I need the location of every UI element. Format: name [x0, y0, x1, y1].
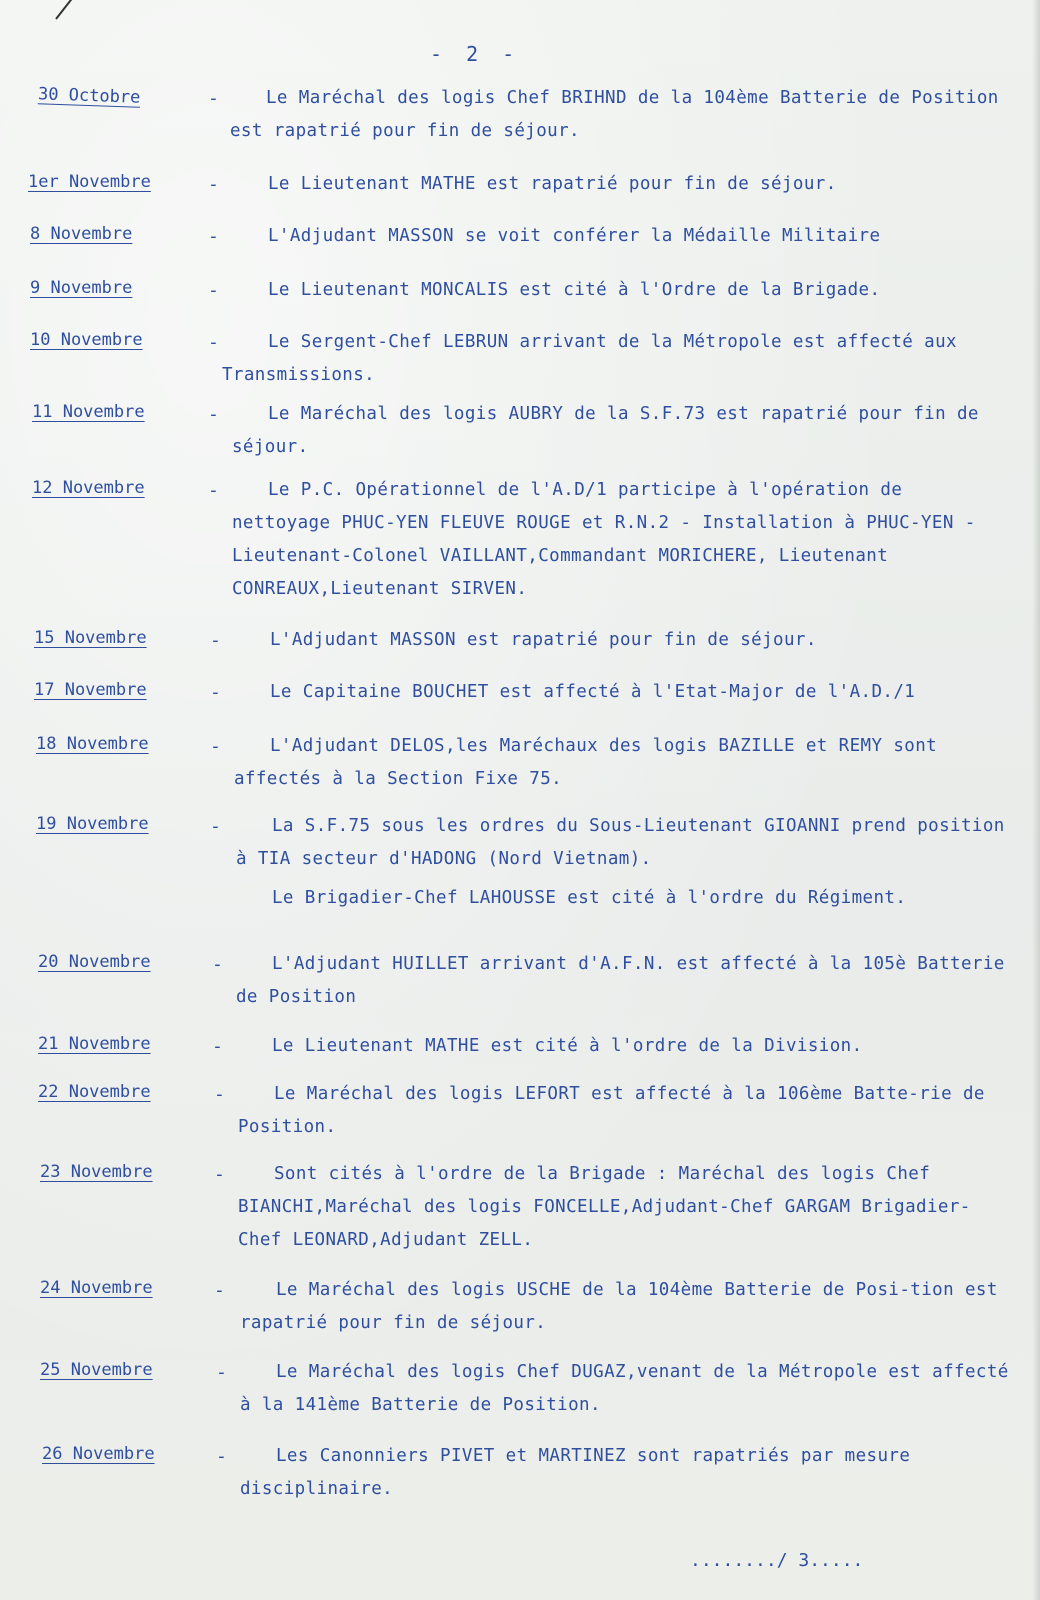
entry-dash: -: [208, 332, 219, 353]
page-number: - 2 -: [430, 42, 521, 66]
entry-dash: -: [208, 174, 219, 195]
entry-date: 24 Novembre: [40, 1278, 153, 1298]
entry-date: 15 Novembre: [34, 628, 147, 648]
entry-text: L'Adjudant DELOS,les Maréchaux des logis BAZILLE et REMY sont affectés à la Section Fixe 75.: [234, 736, 938, 789]
entry-text: Le Lieutenant MONCALIS est cité à l'Ordre de la Brigade.: [268, 280, 881, 300]
entry-date: 12 Novembre: [32, 478, 145, 498]
entry-text: L'Adjudant MASSON se voit conférer la Médaille Militaire: [268, 226, 881, 246]
entry-date: 25 Novembre: [40, 1360, 153, 1380]
entry-text-continued: Le Brigadier-Chef LAHOUSSE est cité à l'ordre du Régiment.: [272, 888, 907, 908]
entry-text: La S.F.75 sous les ordres du Sous-Lieutenant GIOANNI prend position à TIA secteur d'HADONG (Nord Vietnam).: [236, 816, 1005, 869]
entry-text: Le Maréchal des logis USCHE de la 104ème Batterie de Posi-tion est rapatrié pour fin de séjour.: [240, 1280, 998, 1333]
entry-text: Le Maréchal des logis Chef DUGAZ,venant de la Métropole est affecté à la 141ème Batterie de Position.: [240, 1362, 1009, 1415]
entry-dash: -: [210, 630, 221, 651]
entry-text: Le Capitaine BOUCHET est affecté à l'Etat-Major de l'A.D./1: [270, 682, 916, 702]
entry-dash: -: [210, 736, 221, 757]
entry-dash: -: [208, 226, 219, 247]
entry-dash: -: [210, 682, 221, 703]
entry-date: 22 Novembre: [38, 1082, 151, 1102]
pencil-mark: [55, 0, 78, 20]
entry-dash: -: [210, 816, 221, 837]
entry-dash: -: [208, 280, 219, 301]
entry-text: Le P.C. Opérationnel de l'A.D/1 participe à l'opération de nettoyage PHUC-YEN FLEUVE ROUGE et R.N.2 - Installation à PHUC-YEN - Lieutenant-Colonel VAILLANT,Commandant MORICHERE, Lieutenant CONREAUX,Lieutenant SIRVEN.: [232, 480, 976, 599]
entry-dash: -: [212, 954, 223, 975]
entry-date: 23 Novembre: [40, 1162, 153, 1182]
entry-text: Les Canonniers PIVET et MARTINEZ sont rapatriés par mesure disciplinaire.: [240, 1446, 911, 1499]
entry-text: Le Maréchal des logis AUBRY de la S.F.73 est rapatrié pour fin de séjour.: [232, 404, 979, 457]
entry-date: 17 Novembre: [34, 680, 147, 700]
entry-dash: -: [214, 1280, 225, 1301]
continuation-marker: ......../ 3.....: [690, 1550, 864, 1571]
entry-text: Sont cités à l'ordre de la Brigade : Maréchal des logis Chef BIANCHI,Maréchal des logis FONCELLE,Adjudant-Chef GARGAM Brigadier-Chef LEONARD,Adjudant ZELL.: [238, 1164, 971, 1250]
entry-date: 8 Novembre: [30, 224, 133, 244]
entry-text: L'Adjudant HUILLET arrivant d'A.F.N. est affecté à la 105è Batterie de Position: [236, 954, 1005, 1007]
entry-date: 19 Novembre: [36, 814, 149, 834]
entry-dash: -: [208, 88, 219, 109]
entry-text: Le Lieutenant MATHE est rapatrié pour fin de séjour.: [268, 174, 837, 194]
entry-text: Le Sergent-Chef LEBRUN arrivant de la Métropole est affecté aux Transmissions.: [222, 332, 957, 385]
entry-dash: -: [208, 404, 219, 425]
entry-dash: -: [212, 1036, 223, 1057]
entry-date: 20 Novembre: [38, 952, 151, 972]
entry-date: 1er Novembre: [28, 172, 151, 192]
entry-text: Le Maréchal des logis LEFORT est affecté à la 106ème Batte-rie de Position.: [238, 1084, 985, 1137]
entry-dash: -: [214, 1084, 225, 1105]
entry-date: 9 Novembre: [30, 278, 133, 298]
entry-date: 30 Octobre: [37, 84, 141, 108]
entry-dash: -: [208, 480, 219, 501]
entry-text: L'Adjudant MASSON est rapatrié pour fin de séjour.: [270, 630, 817, 650]
entry-date: 10 Novembre: [30, 330, 143, 350]
entry-text: Le Maréchal des logis Chef BRIHND de la 104ème Batterie de Position est rapatrié pour fin de séjour.: [230, 88, 999, 141]
entry-date: 11 Novembre: [32, 402, 145, 422]
entry-date: 21 Novembre: [38, 1034, 151, 1054]
entry-dash: -: [214, 1164, 225, 1185]
entry-text: Le Lieutenant MATHE est cité à l'ordre de la Division.: [272, 1036, 863, 1056]
entry-dash: -: [216, 1362, 227, 1383]
page-edge: [1032, 0, 1040, 1600]
entry-dash: -: [216, 1446, 227, 1467]
entry-date: 26 Novembre: [42, 1444, 155, 1464]
entry-date: 18 Novembre: [36, 734, 149, 754]
